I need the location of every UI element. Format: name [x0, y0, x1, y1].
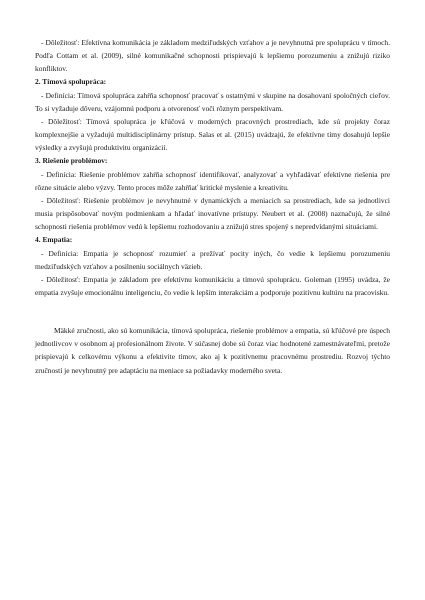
teamwork-definition-paragraph: - Definícia: Tímová spolupráca zahŕňa schopnosť pracovať s ostatnými v skupine na dosahovaní spoločných cieľov. To si vyžaduje dôveru, vzájomnú podporu a otvorenosť voči rôznym perspektívam.: [35, 90, 390, 113]
empathy-importance-paragraph: - Dôležitosť: Empatia je základom pre efektívnu komunikáciu a tímovú spoluprácu. Goleman (1995) uvádza, že empatia zvyšuje emocionálnu inteligenciu, čo vedie k lepším interakciám a podporuje pozitívnu kultúru na pracovisku.: [35, 274, 390, 297]
conclusion-paragraph: Mäkké zručnosti, ako sú komunikácia, tímová spolupráca, riešenie problémov a empatia, sú kľúčové pre úspech jednotlivcov v osobnom aj profesionálnom živote. V súčasnej dobe sú čoraz viac hodnotené zamestnávateľmi, pretože prispievajú k celkovému výkonu a efektivite tímov, ako aj k pozitívnemu pracovnému prostrediu. Rozvoj týchto zručností je nevyhnutný pre adaptáciu na meniace sa požiadavky moderného sveta.: [35, 326, 390, 375]
document-page: [35, 36, 390, 377]
teamwork-heading: 2. Tímová spolupráca:: [35, 77, 107, 87]
problem-solving-heading: 3. Riešenie problémov:: [35, 156, 108, 166]
communication-importance-paragraph: - Dôležitosť: Efektívna komunikácia je základom medziľudských vzťahov a je nevyhnutná pre spoluprácu v tímoch. Podľa Cottam et al. (2009), silné komunikačné schopnosti prispievajú k lepšiemu porozumeniu a znižujú riziko konfliktov.: [35, 38, 390, 74]
empathy-heading: 4. Empatia:: [35, 235, 73, 245]
teamwork-importance-paragraph: - Dôležitosť: Tímová spolupráca je kľúčová v moderných pracovných prostrediach, kde sú projekty čoraz komplexnejšie a vyžadujú multidisciplinárny prístup. Salas et al. (2015) uvádzajú, že efektívne tímy dosahujú lepšie výsledky a zvyšujú produktivitu organizácií.: [35, 116, 390, 153]
empathy-definition-paragraph: - Definícia: Empatia je schopnosť rozumieť a prežívať pocity iných, čo vedie k lepšiemu porozumeniu medziľudských vzťahov a posilneniu sociálnych väzieb.: [35, 248, 390, 271]
problem-solving-importance-paragraph: - Dôležitosť: Riešenie problémov je nevyhnutné v dynamických a meniacich sa prostrediach, kde sa jednotlivci musia prispôsobovať novým podmienkam a hľadať inovatívne prístupy. Neubert et al. (2008) naznačujú, že silné schopnosti riešenia problémov vedú k lepšiemu rozhodovaniu a znižujú stres spojený s nepredvídanými situáciami.: [35, 195, 390, 232]
problem-solving-definition-paragraph: - Definícia: Riešenie problémov zahŕňa schopnosť identifikovať, analyzovať a vyhľadávať efektívne riešenia pre rôzne situácie alebo výzvy. Tento proces môže zahŕňať kritické myslenie a kreativitu.: [35, 169, 390, 192]
paragraph-spacer: [35, 299, 390, 324]
